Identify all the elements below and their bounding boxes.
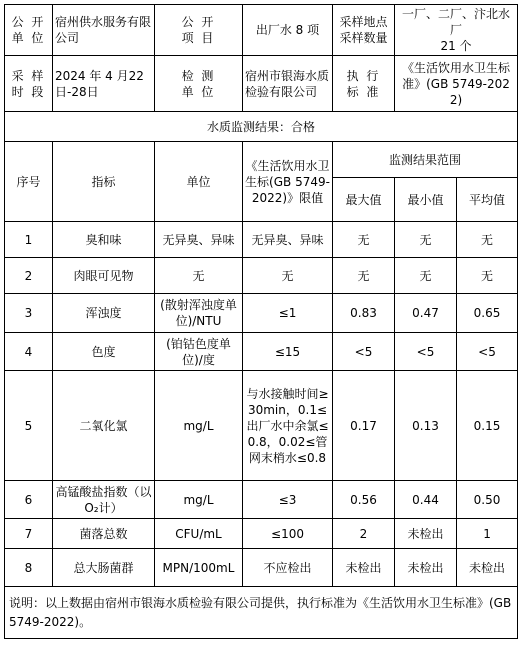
cell-max: 0.56: [333, 481, 395, 519]
col-avg: 平均值: [457, 178, 518, 222]
cell-max: 无: [333, 222, 395, 258]
cell-unit: (铂钴色度单位)/度: [155, 333, 243, 371]
cell-min: 0.13: [395, 371, 457, 481]
cell-avg: 无: [457, 258, 518, 294]
footnote: 说明：以上数据由宿州市银海水质检验有限公司提供，执行标准为《生活饮用水卫生标准》(GB 5749-2022)。: [5, 587, 518, 639]
col-max: 最大值: [333, 178, 395, 222]
cell-limit: ≤100: [243, 519, 333, 549]
standard-value: 《生活饮用水卫生标准》(GB 5749-2022): [395, 56, 518, 112]
cell-max: 0.83: [333, 294, 395, 333]
table-row: [5, 549, 518, 587]
cell-no: 7: [5, 519, 53, 549]
sites-value: 一厂、二厂、汴北水厂 21 个: [395, 5, 518, 56]
cell-unit: 无异臭、异味: [155, 222, 243, 258]
cell-indicator: 肉眼可见物: [53, 258, 155, 294]
cell-limit: 不应检出: [243, 549, 333, 587]
result-summary: 水质监测结果：合格: [5, 112, 518, 142]
standard-label: 执 行 标 准: [333, 56, 395, 112]
table-row: [5, 481, 518, 519]
table-row: [5, 371, 518, 481]
cell-min: 0.44: [395, 481, 457, 519]
cell-avg: 未检出: [457, 549, 518, 587]
col-indicator: 指标: [53, 142, 155, 222]
table-row: [5, 294, 518, 333]
col-unit: 单位: [155, 142, 243, 222]
cell-no: 8: [5, 549, 53, 587]
table-row: [5, 222, 518, 258]
cell-min: 无: [395, 222, 457, 258]
cell-avg: 0.50: [457, 481, 518, 519]
cell-unit: MPN/100mL: [155, 549, 243, 587]
cell-max: 2: [333, 519, 395, 549]
cell-indicator: 菌落总数: [53, 519, 155, 549]
cell-unit: mg/L: [155, 371, 243, 481]
cell-max: 未检出: [333, 549, 395, 587]
cell-indicator: 色度: [53, 333, 155, 371]
cell-limit: 与水接触时间≥30min，0.1≤出厂水中余氯≤0.8，0.02≤管网末梢水≤0.8: [243, 371, 333, 481]
cell-min: <5: [395, 333, 457, 371]
cell-max: <5: [333, 333, 395, 371]
cell-indicator: 臭和味: [53, 222, 155, 258]
water-quality-table: [4, 4, 518, 639]
cell-no: 3: [5, 294, 53, 333]
period-value: 2024 年 4 月22日-28日: [53, 56, 155, 112]
project-label: 公 开 项 目: [155, 5, 243, 56]
cell-indicator: 高锰酸盐指数（以O₂计）: [53, 481, 155, 519]
cell-min: 0.47: [395, 294, 457, 333]
cell-avg: 0.15: [457, 371, 518, 481]
col-no: 序号: [5, 142, 53, 222]
cell-no: 4: [5, 333, 53, 371]
data-rows: [5, 222, 518, 587]
cell-unit: 无: [155, 258, 243, 294]
col-range: 监测结果范围: [333, 142, 518, 178]
cell-unit: (散射浑浊度单位)/NTU: [155, 294, 243, 333]
header-row-1: [5, 5, 518, 56]
cell-max: 0.17: [333, 371, 395, 481]
table-row: [5, 333, 518, 371]
project-value: 出厂水 8 项: [243, 5, 333, 56]
header-row-2: [5, 56, 518, 112]
table-row: [5, 519, 518, 549]
cell-no: 1: [5, 222, 53, 258]
cell-avg: 0.65: [457, 294, 518, 333]
col-min: 最小值: [395, 178, 457, 222]
unit-label: 公 开 单 位: [5, 5, 53, 56]
sites-label: 采样地点 采样数量: [333, 5, 395, 56]
cell-unit: CFU/mL: [155, 519, 243, 549]
cell-limit: ≤1: [243, 294, 333, 333]
cell-min: 未检出: [395, 549, 457, 587]
cell-no: 2: [5, 258, 53, 294]
table-row: [5, 258, 518, 294]
cell-limit: 无: [243, 258, 333, 294]
agency-label: 检 测 单 位: [155, 56, 243, 112]
cell-indicator: 浑浊度: [53, 294, 155, 333]
cell-min: 未检出: [395, 519, 457, 549]
cell-avg: 无: [457, 222, 518, 258]
cell-indicator: 总大肠菌群: [53, 549, 155, 587]
cell-min: 无: [395, 258, 457, 294]
unit-value: 宿州供水服务有限公司: [53, 5, 155, 56]
cell-no: 6: [5, 481, 53, 519]
cell-indicator: 二氧化氯: [53, 371, 155, 481]
cell-limit: 无异臭、异味: [243, 222, 333, 258]
cell-unit: mg/L: [155, 481, 243, 519]
cell-max: 无: [333, 258, 395, 294]
cell-no: 5: [5, 371, 53, 481]
cell-avg: <5: [457, 333, 518, 371]
col-limit: 《生活饮用水卫生标(GB 5749-2022)》限值: [243, 142, 333, 222]
period-label: 采 样 时 段: [5, 56, 53, 112]
cell-limit: ≤15: [243, 333, 333, 371]
cell-avg: 1: [457, 519, 518, 549]
agency-value: 宿州市银海水质检验有限公司: [243, 56, 333, 112]
cell-limit: ≤3: [243, 481, 333, 519]
